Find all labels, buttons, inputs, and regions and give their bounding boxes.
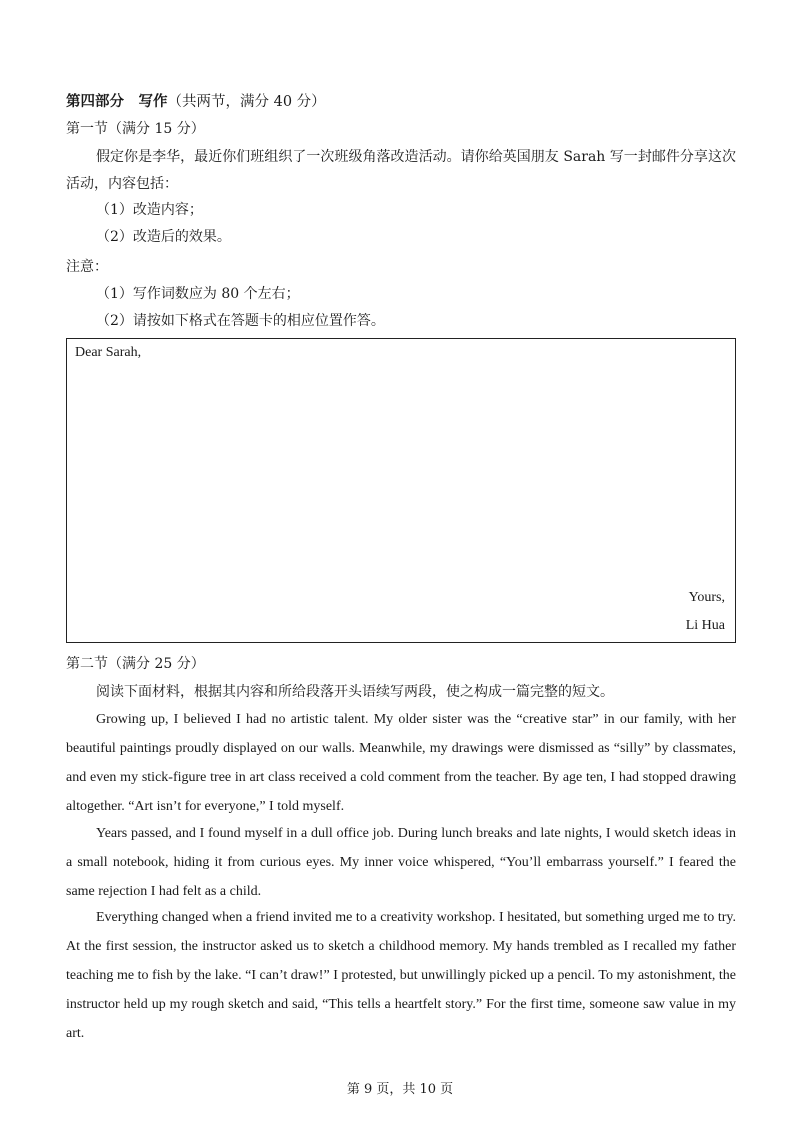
section2-title: 第二节（满分 25 分） xyxy=(66,656,205,672)
letter-closing: Yours, xyxy=(688,590,725,605)
part-title-score: （共两节，满分 40 分） xyxy=(167,94,326,110)
note-item-1: （1）写作词数应为 80 个左右； xyxy=(96,286,300,302)
passage-paragraph-3: Everything changed when a friend invited me to a creativity workshop. I hesitated, but something urged me to try. At the first session, the instructor asked us to sketch a childhood memory. My hands trembled as I recalled my father teaching me to fish by the lake. “I can’t draw!” I protested, but unwillingly picked up a pencil. To my astonishment, the instructor held up my rough sketch and said, “This tells a heartfelt story.” For the first time, someone saw value in my art. xyxy=(66,910,736,1041)
section2-instruction: 阅读下面材料，根据其内容和所给段落开头语续写两段，使之构成一篇完整的短文。 xyxy=(96,684,614,700)
section1-item-1: （1）改造内容； xyxy=(96,202,203,218)
letter-greeting: Dear Sarah, xyxy=(75,345,142,360)
passage-paragraph-1: Growing up, I believed I had no artistic talent. My older sister was the “creative star” in our family, with her beautiful paintings proudly displayed on our walls. Meanwhile, my drawings were dismissed as “silly” by classmates, and even my stick-figure tree in art class received a cold comment from the teacher. By age ten, I had stopped drawing altogether. “Art isn’t for everyone,” I told myself. xyxy=(66,712,736,814)
section1-item-2: （2）改造后的效果。 xyxy=(96,229,231,245)
section1-prompt: 假定你是李华，最近你们班组织了一次班级角落改造活动。请你给英国朋友 Sarah 写一封邮件分享这次活动，内容包括： xyxy=(66,149,736,192)
letter-signature: Li Hua xyxy=(685,618,725,633)
note-item-2: （2）请按如下格式在答题卡的相应位置作答。 xyxy=(96,313,385,329)
note-label: 注意： xyxy=(66,259,108,275)
part-title xyxy=(66,90,326,111)
section1-title: 第一节（满分 15 分） xyxy=(66,121,205,137)
part-title-main: 第四部分 写作 xyxy=(66,93,168,110)
letter-answer-box xyxy=(66,338,736,643)
page-footer: 第 9 页，共 10 页 xyxy=(346,1082,454,1097)
passage-paragraph-2: Years passed, and I found myself in a dull office job. During lunch breaks and late nights, I would sketch ideas in a small notebook, hiding it from curious eyes. My inner voice whispered, “You’ll embarrass yourself.” I feared the same rejection I had felt as a child. xyxy=(66,826,736,899)
